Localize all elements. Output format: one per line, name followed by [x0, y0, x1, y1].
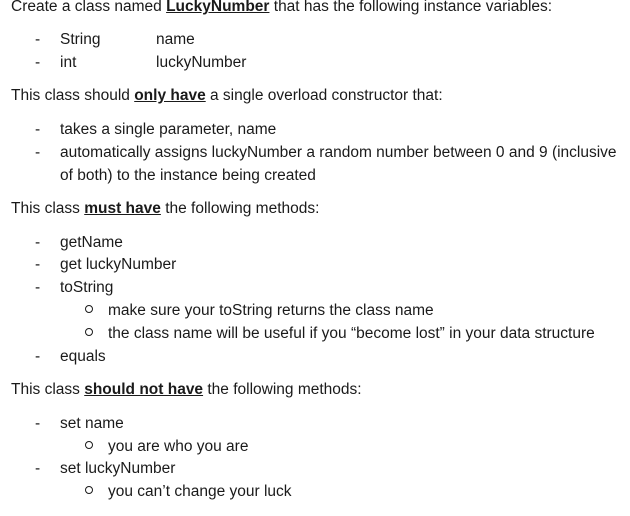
heading-prefix: This class: [11, 200, 85, 217]
sub-item-text: the class name will be useful if you “become lost” in your data structure: [108, 325, 595, 342]
heading-prefix: This class should: [11, 87, 135, 104]
variable-type: int: [60, 54, 77, 71]
heading-prefix: This class: [11, 381, 85, 398]
heading-suffix: the following methods:: [203, 381, 362, 398]
intro-prefix: Create a class named: [11, 0, 167, 15]
class-name: LuckyNumber: [166, 0, 270, 15]
circle-bullet-icon: [85, 324, 93, 344]
circle-bullet-icon: [85, 301, 93, 321]
circle-bullet-icon: [85, 482, 93, 502]
variable-type: String: [60, 31, 101, 48]
method-setluckynumber: set luckyNumber: [60, 460, 176, 477]
heading-suffix: the following methods:: [160, 200, 320, 217]
sub-item-text: you are who you are: [108, 438, 249, 455]
heading-emphasis: should not have: [84, 381, 204, 398]
heading-emphasis: must have: [84, 200, 161, 217]
variable-name: luckyNumber: [156, 54, 247, 71]
list-item-continuation: of both) to the instance being created: [60, 167, 316, 184]
dash-bullet: -: [35, 234, 41, 251]
method-getname: getName: [60, 234, 123, 251]
variable-name: name: [156, 31, 195, 48]
dash-bullet: -: [35, 279, 41, 296]
dash-bullet: -: [35, 31, 41, 48]
intro-heading: [11, 0, 552, 17]
sub-item-text: make sure your toString returns the class name: [108, 302, 434, 319]
constructor-heading: [11, 86, 443, 106]
dash-bullet: -: [35, 348, 41, 365]
dash-bullet: -: [35, 121, 41, 138]
dash-bullet: -: [35, 415, 41, 432]
method-getluckynumber: get luckyNumber: [60, 256, 177, 273]
heading-suffix: a single overload constructor that:: [205, 87, 443, 104]
heading-emphasis: only have: [134, 87, 206, 104]
dash-bullet: -: [35, 256, 41, 273]
method-equals: equals: [60, 348, 106, 365]
not-heading: [11, 380, 362, 400]
method-tostring: toString: [60, 279, 114, 296]
intro-suffix: that has the following instance variables:: [269, 0, 553, 15]
list-item-text: automatically assigns luckyNumber a random number between 0 and 9 (inclusive: [60, 144, 617, 161]
circle-bullet-icon: [85, 437, 93, 457]
sub-item-text: you can’t change your luck: [108, 483, 292, 500]
list-item-text: takes a single parameter, name: [60, 121, 277, 138]
dash-bullet: -: [35, 460, 41, 477]
must-heading: [11, 199, 319, 219]
dash-bullet: -: [35, 54, 41, 71]
method-setname: set name: [60, 415, 124, 432]
dash-bullet: -: [35, 144, 41, 161]
